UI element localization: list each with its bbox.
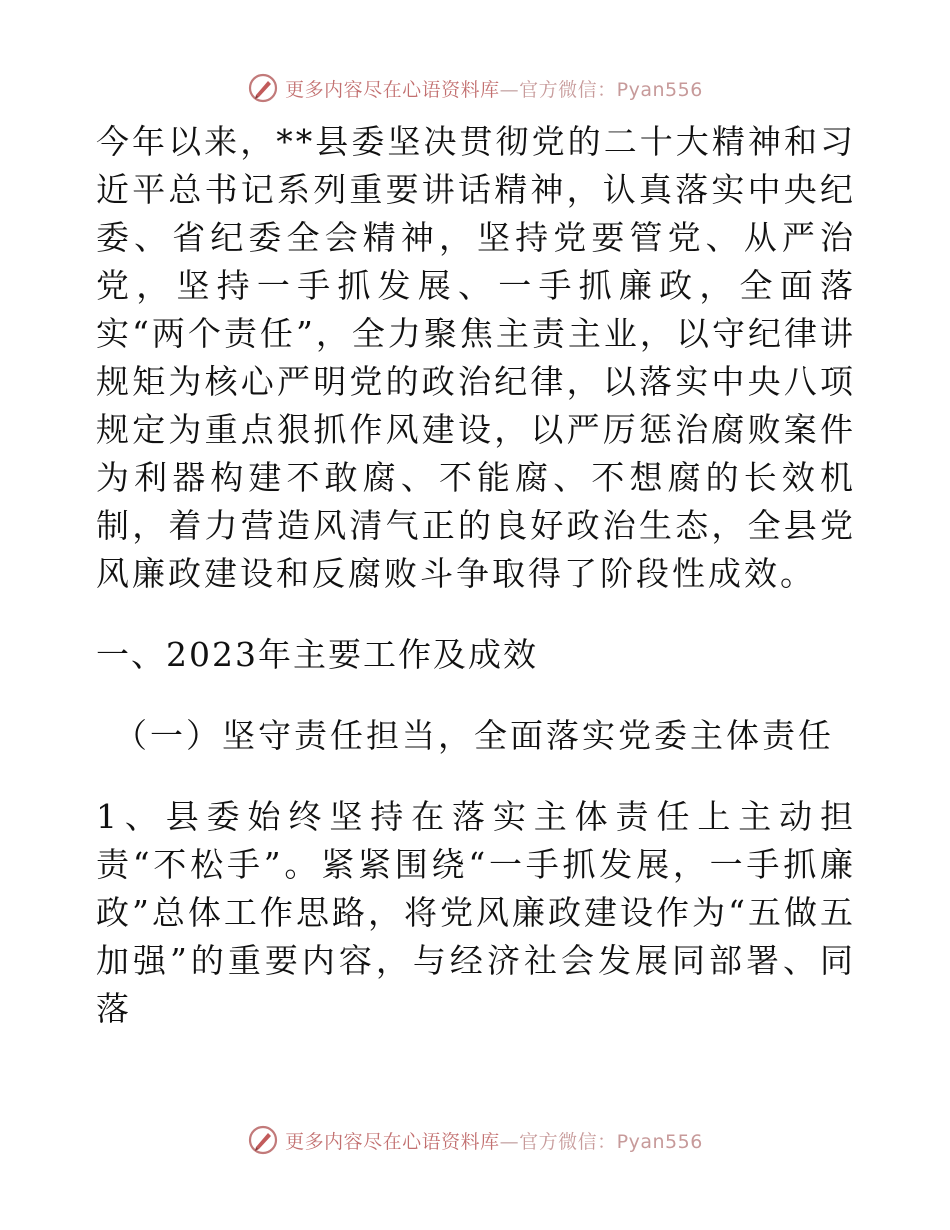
section-heading: 一、2023年主要工作及成效 bbox=[96, 635, 538, 674]
watermark-prefix: 更多内容尽在心语资料库 bbox=[285, 78, 500, 101]
item-1-paragraph: 1、县委始终坚持在落实主体责任上主动担责“不松手”。紧紧围绕“一手抓发展，一手抓廉政”总体工作思路，将党风廉政建设作为“五做五加强”的重要内容，与经济社会发展同部署、同落 bbox=[96, 797, 856, 1028]
watermark-suffix: 官方微信：Pyan556 bbox=[519, 78, 703, 101]
watermark-suffix: 官方微信：Pyan556 bbox=[519, 1130, 703, 1153]
watermark-header bbox=[0, 72, 950, 104]
subsection-heading: （一）坚守责任担当，全面落实党委主体责任 bbox=[114, 716, 834, 755]
pen-logo-icon bbox=[247, 1124, 279, 1156]
pen-logo-icon bbox=[247, 72, 279, 104]
watermark-prefix: 更多内容尽在心语资料库 bbox=[285, 1130, 500, 1153]
watermark-text bbox=[285, 1127, 703, 1154]
watermark-footer bbox=[0, 1124, 950, 1156]
document-body bbox=[96, 118, 856, 1033]
intro-paragraph: 今年以来，**县委坚决贯彻党的二十大精神和习近平总书记系列重要讲话精神，认真落实中央纪委、省纪委全会精神，坚持党要管党、从严治党，坚持一手抓发展、一手抓廉政，全面落实“两个责任”，全力聚焦主责主业，以守纪律讲规矩为核心严明党的政治纪律，以落实中央八项规定为重点狠抓作风建设，以严厉惩治腐败案件为利器构建不敢腐、不能腐、不想腐的长效机制，着力营造风清气正的良好政治生态，全县党风廉政建设和反腐败斗争取得了阶段性成效。 bbox=[96, 122, 856, 593]
watermark-text bbox=[285, 75, 703, 102]
watermark-separator: — bbox=[499, 1130, 520, 1153]
watermark-separator: — bbox=[499, 78, 520, 101]
